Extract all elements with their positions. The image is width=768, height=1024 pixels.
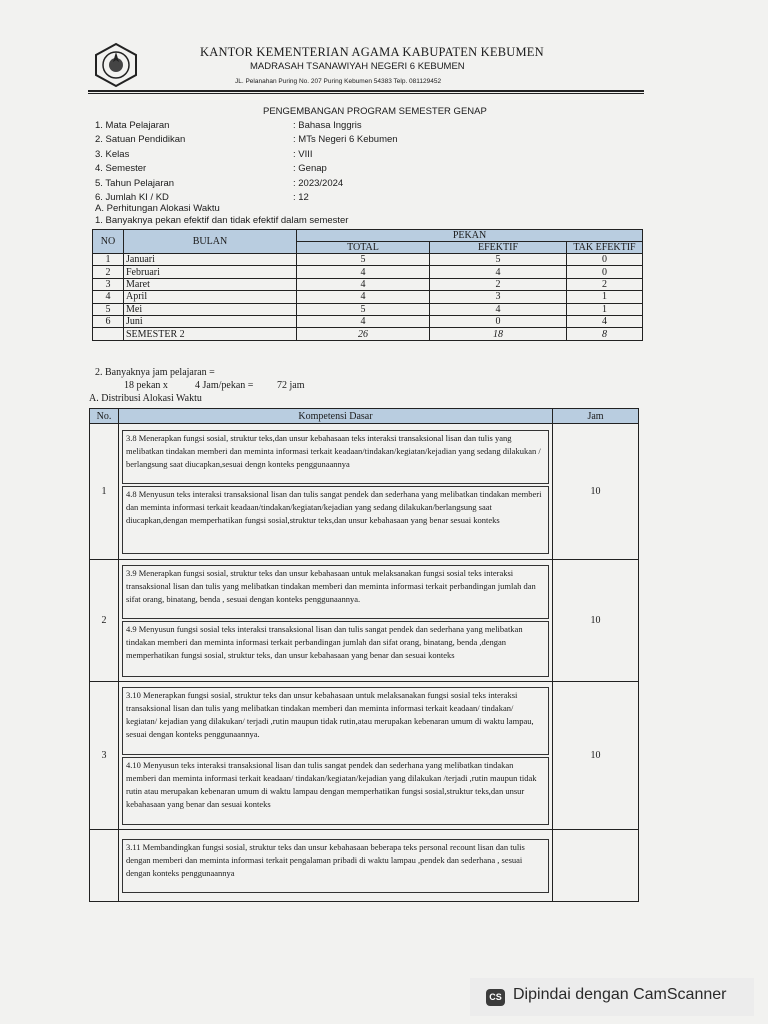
cell-efektif: 5	[430, 254, 567, 266]
identity-value: : Genap	[293, 163, 327, 175]
cell-bulan: Januari	[124, 254, 297, 266]
cell-no: 3	[90, 682, 119, 830]
cell-jam: 10	[553, 424, 639, 560]
section-heading-pekan: 1. Banyaknya pekan efektif dan tidak efektif dalam semester	[95, 215, 349, 226]
identity-label: 5. Tahun Pelajaran	[95, 177, 175, 189]
calc-total-jam: 72 jam	[277, 380, 305, 391]
cell-no: 2	[90, 560, 119, 682]
kd-box: 3.10 Menerapkan fungsi sosial, struktur teks dan unsur kebahasaan untuk melaksanakan fungsi sosial teks interaksi transaksional lisan dan tulis yang melibatkan tindakan memberi dan meminta informasi terkait keadaan/ tindakan/ kegiatan/ kejadian yang dilakukan/ terjadi ,rutin maupun tidak rutin,atau merupakan kebenaran umum di waktu lampau, sesuai dengan konteks penggunaannya.	[122, 687, 549, 755]
col-header-tak-efektif: TAK EFEKTIF	[567, 242, 643, 254]
col-header-no: NO	[93, 230, 124, 254]
cell-no: 2	[93, 266, 124, 278]
table-row	[93, 278, 643, 290]
col-header-jam: Jam	[553, 409, 639, 424]
cell-efektif: 0	[430, 315, 567, 327]
identity-row	[95, 162, 545, 176]
cell-kompetensi	[119, 424, 553, 560]
identity-value: : VIII	[293, 148, 313, 160]
cell-kompetensi	[119, 682, 553, 830]
table-row	[90, 682, 639, 830]
cell-total: 5	[297, 254, 430, 266]
cell-efektif-sum: 18	[430, 328, 567, 340]
table-row	[93, 303, 643, 315]
cell-kompetensi	[119, 830, 553, 902]
cell-no: 1	[93, 254, 124, 266]
section-heading-jam: 2. Banyaknya jam pelajaran =	[95, 367, 215, 378]
cell-efektif: 4	[430, 266, 567, 278]
cell-no: 4	[93, 291, 124, 303]
ministry-emblem-logo	[93, 42, 139, 88]
identity-row	[95, 177, 545, 191]
cell-bulan: Februari	[124, 266, 297, 278]
section-heading-distribusi: A. Distribusi Alokasi Waktu	[89, 393, 202, 404]
identity-label: 4. Semester	[95, 163, 147, 175]
identity-label: 1. Mata Pelajaran	[95, 120, 170, 131]
cell-tak-efektif: 1	[567, 303, 643, 315]
identity-value: : Bahasa Inggris	[293, 120, 362, 131]
distribution-table	[89, 408, 639, 902]
cell-bulan: April	[124, 291, 297, 303]
cell-total: 4	[297, 266, 430, 278]
table-row	[90, 560, 639, 682]
weeks-table	[92, 229, 643, 341]
table-row	[93, 291, 643, 303]
table-row	[93, 266, 643, 278]
letterhead-address: JL. Pelanahan Puring No. 207 Puring Kebumen 54383 Telp. 081129452	[235, 78, 442, 85]
camscanner-icon: CS	[486, 989, 505, 1006]
cell-efektif: 2	[430, 278, 567, 290]
cell-total: 4	[297, 315, 430, 327]
identity-list	[95, 119, 545, 205]
table-row	[93, 315, 643, 327]
cell-jam	[553, 830, 639, 902]
letterhead-school: MADRASAH TSANAWIYAH NEGERI 6 KEBUMEN	[250, 61, 465, 72]
cell-total: 4	[297, 291, 430, 303]
cell-bulan: Juni	[124, 315, 297, 327]
identity-value: : 12	[293, 191, 309, 203]
cell-no: 3	[93, 278, 124, 290]
kd-box: 4.9 Menyusun fungsi sosial teks interaksi transaksional lisan dan tulis sangat pendek dan sederhana yang melibatkan tindakan memberi dan meminta informasi terkait perbandingan jumlah dan sifat orang, binatang, benda ,dengan memperhatikan fungsi sosial, struktur teks, dan unsur kebahasaan yang benar dan sesuai konteks	[122, 621, 549, 677]
camscanner-text: Dipindai dengan CamScanner	[513, 986, 727, 1003]
total-row	[93, 328, 643, 340]
cell-jam: 10	[553, 560, 639, 682]
cell-tak-efektif-sum: 8	[567, 328, 643, 340]
kd-box: 4.10 Menyusun teks interaksi transaksional lisan dan tulis sangat pendek dan sederhana yang melibatkan tindakan memberi dan meminta informasi terkait keadaan/ tindakan/kegiatan/kejadian yang dilakukan /terjadi ,rutin maupun tidak rutin atau merupakan kebenaran umum di waktu lampau dengan memperhatikan fungsi sosial,struktur teks,dan unsur kebahasaan yang benar dan sesuai konteks	[122, 757, 549, 825]
cell-no-empty	[93, 328, 124, 340]
col-header-efektif: EFEKTIF	[430, 242, 567, 254]
letterhead-divider-thin	[88, 93, 644, 94]
identity-value: : MTs Negeri 6 Kebumen	[293, 134, 398, 146]
section-heading-perhitungan: A. Perhitungan Alokasi Waktu	[95, 203, 220, 214]
col-header-kompetensi: Kompetensi Dasar	[119, 409, 553, 424]
cell-total: 4	[297, 278, 430, 290]
kd-box: 3.9 Menerapkan fungsi sosial, struktur teks dan unsur kebahasaan untuk melaksanakan fungsi sosial teks interaksi transaksional lisan dan tulis yang melibatkan tindakan memberi dan meminta informasi terkait perbandingan jumlah dan sifat orang, binatang, benda , sesuai dengan konteks penggunaannya.	[122, 565, 549, 619]
kd-box: 3.8 Menerapkan fungsi sosial, struktur teks,dan unsur kebahasaan teks interaksi transaksional lisan dan tulis yang melibatkan tindakan memberi dan meminta informasi terkait keadaan/tindakan/kegiatan/kejadian yang sedang dilakukan / berlangsung saat diucapkan,sesuai dengn konteks penggunaannya	[122, 430, 549, 484]
col-header-pekan: PEKAN	[297, 230, 643, 242]
cell-semester-label: SEMESTER 2	[124, 328, 297, 340]
cell-efektif: 3	[430, 291, 567, 303]
col-header-no: No.	[90, 409, 119, 424]
cell-total-sum: 26	[297, 328, 430, 340]
cell-tak-efektif: 0	[567, 254, 643, 266]
cell-no: 1	[90, 424, 119, 560]
col-header-bulan: BULAN	[124, 230, 297, 254]
identity-row	[95, 148, 545, 162]
kd-box: 3.11 Membandingkan fungsi sosial, struktur teks dan unsur kebahasaan beberapa teks personal recount lisan dan tulis dengan memberi dan meminta informasi terkait pengalaman pribadi di waktu lampau ,pendek dan sederhana , sesuai dengan konteks penggunaannya	[122, 839, 549, 893]
calc-pekan: 18 pekan x	[124, 380, 168, 391]
table-row	[90, 830, 639, 902]
cell-kompetensi	[119, 560, 553, 682]
cell-tak-efektif: 1	[567, 291, 643, 303]
table-row	[93, 254, 643, 266]
identity-label: 3. Kelas	[95, 148, 130, 160]
table-row	[90, 424, 639, 560]
identity-value: : 2023/2024	[293, 177, 344, 189]
cell-bulan: Mei	[124, 303, 297, 315]
cell-no	[90, 830, 119, 902]
cell-efektif: 4	[430, 303, 567, 315]
letterhead-office: KANTOR KEMENTERIAN AGAMA KABUPATEN KEBUMEN	[200, 45, 544, 59]
cell-tak-efektif: 0	[567, 266, 643, 278]
kd-box: 4.8 Menyusun teks interaksi transaksional lisan dan tulis sangat pendek dan sederhana yang melibatkan tindakan memberi dan meminta informasi terkait keadaan/tindakan/kegiatan/kejadian yang sedang dilakukan/berlangsung saat diucapkan,dengan memperhatikan fungsi sosial,struktur teks,dan unsur kebahasaan yang benar sesuai konteks	[122, 486, 549, 554]
cell-total: 5	[297, 303, 430, 315]
cell-jam: 10	[553, 682, 639, 830]
cell-tak-efektif: 4	[567, 315, 643, 327]
calc-jam-per-pekan: 4 Jam/pekan =	[195, 380, 254, 391]
identity-label: 2. Satuan Pendidikan	[95, 134, 186, 146]
identity-row	[95, 119, 545, 133]
identity-row	[95, 133, 545, 147]
identity-label: 6. Jumlah KI / KD	[95, 191, 169, 203]
col-header-total: TOTAL	[297, 242, 430, 254]
cell-bulan: Maret	[124, 278, 297, 290]
cell-no: 5	[93, 303, 124, 315]
letterhead-divider	[88, 90, 644, 92]
cell-tak-efektif: 2	[567, 278, 643, 290]
document-title: PENGEMBANGAN PROGRAM SEMESTER GENAP	[263, 106, 487, 117]
cell-no: 6	[93, 315, 124, 327]
